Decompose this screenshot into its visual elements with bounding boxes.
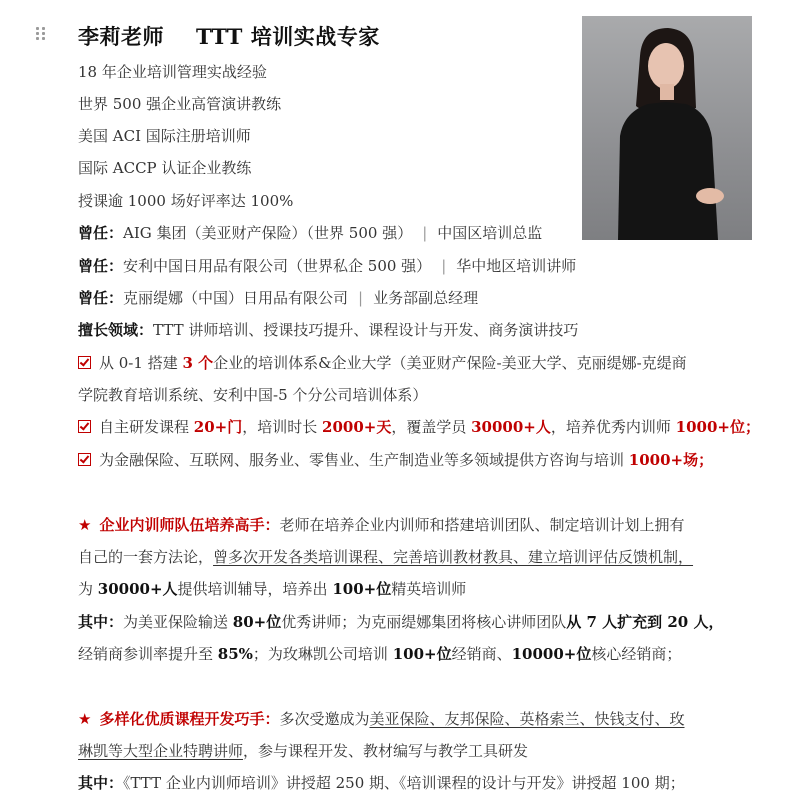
- paragraph-line: 自己的一套方法论，曾多次开发各类培训课程、完善培训教材教具、建立培训评估反馈机制，: [78, 548, 694, 566]
- paragraph-line: 其中：为美亚保险输送 80+位优秀讲师；为克丽缇娜集团将核心讲师团队从 7 人扩充到 20 人，: [78, 613, 724, 631]
- expertise-line: 擅长领域：TTT 讲师培训、授课技巧提升、课程设计与开发、商务演讲技巧: [78, 321, 579, 339]
- page-title: [78, 21, 380, 51]
- check-item: 从 0-1 搭建 3 个企业的培训体系&企业大学（美亚财产保险-美亚大学、克丽缇娜-克缇商: [78, 352, 687, 373]
- section-heading-line: ★ 多样化优质课程开发巧手：多次受邀成为美亚保险、友邦保险、英格索兰、快钱支付、玫: [78, 710, 685, 728]
- checkbox-checked-icon: [78, 420, 91, 433]
- teacher-title: TTT 培训实战专家: [196, 24, 380, 49]
- teacher-photo: [582, 16, 752, 240]
- paragraph-line: 为 30000+人提供培训辅导，培养出 100+位精英培训师: [78, 580, 467, 598]
- teacher-name: 李莉老师: [78, 24, 164, 49]
- check-item: 为金融保险、互联网、服务业、零售业、生产制造业等多领域提供方咨询与培训 1000+场；: [78, 449, 713, 470]
- experience-item: 曾任：安利中国日用品有限公司（世界私企 500 强） | 华中地区培训讲师: [78, 257, 577, 275]
- intro-line: 国际 ACCP 认证企业教练: [78, 159, 252, 177]
- paragraph-line: 经销商参训率提升至 85%；为玫琳凯公司培训 100+位经销商、10000+位核心经销商；: [78, 645, 682, 663]
- experience-item: 曾任：AIG 集团（美亚财产保险）（世界 500 强） | 中国区培训总监: [78, 224, 543, 242]
- star-icon: ★: [78, 710, 92, 728]
- intro-line: 授课逾 1000 场好评率达 100%: [78, 192, 294, 210]
- section-heading-line: ★ 企业内训师队伍培养高手：老师在培养企业内训师和搭建培训团队、制定培训计划上拥有: [78, 516, 685, 534]
- star-icon: ★: [78, 516, 92, 534]
- check-item: 自主研发课程 20+门，培训时长 2000+天，覆盖学员 30000+人，培养优秀内训师 1000+位；: [78, 416, 760, 437]
- checkbox-checked-icon: [78, 356, 91, 369]
- intro-line: 18 年企业培训管理实战经验: [78, 63, 267, 81]
- paragraph-line: 琳凯等大型企业特聘讲师，参与课程开发、教材编写与教学工具研发: [78, 742, 529, 760]
- intro-line: 美国 ACI 国际注册培训师: [78, 127, 251, 145]
- check-item-continuation: 学院教育培训系统、安利中国-5 个分公司培训体系）: [78, 386, 428, 404]
- checkbox-checked-icon: [78, 453, 91, 466]
- experience-item: 曾任：克丽缇娜（中国）日用品有限公司 | 业务部副总经理: [78, 289, 479, 307]
- drag-handle-icon[interactable]: [36, 27, 46, 41]
- paragraph-line: 其中：《TTT 企业内训师培训》讲授超 250 期、《培训课程的设计与开发》讲授超 100 期；: [78, 774, 685, 792]
- intro-line: 世界 500 强企业高管演讲教练: [78, 95, 282, 113]
